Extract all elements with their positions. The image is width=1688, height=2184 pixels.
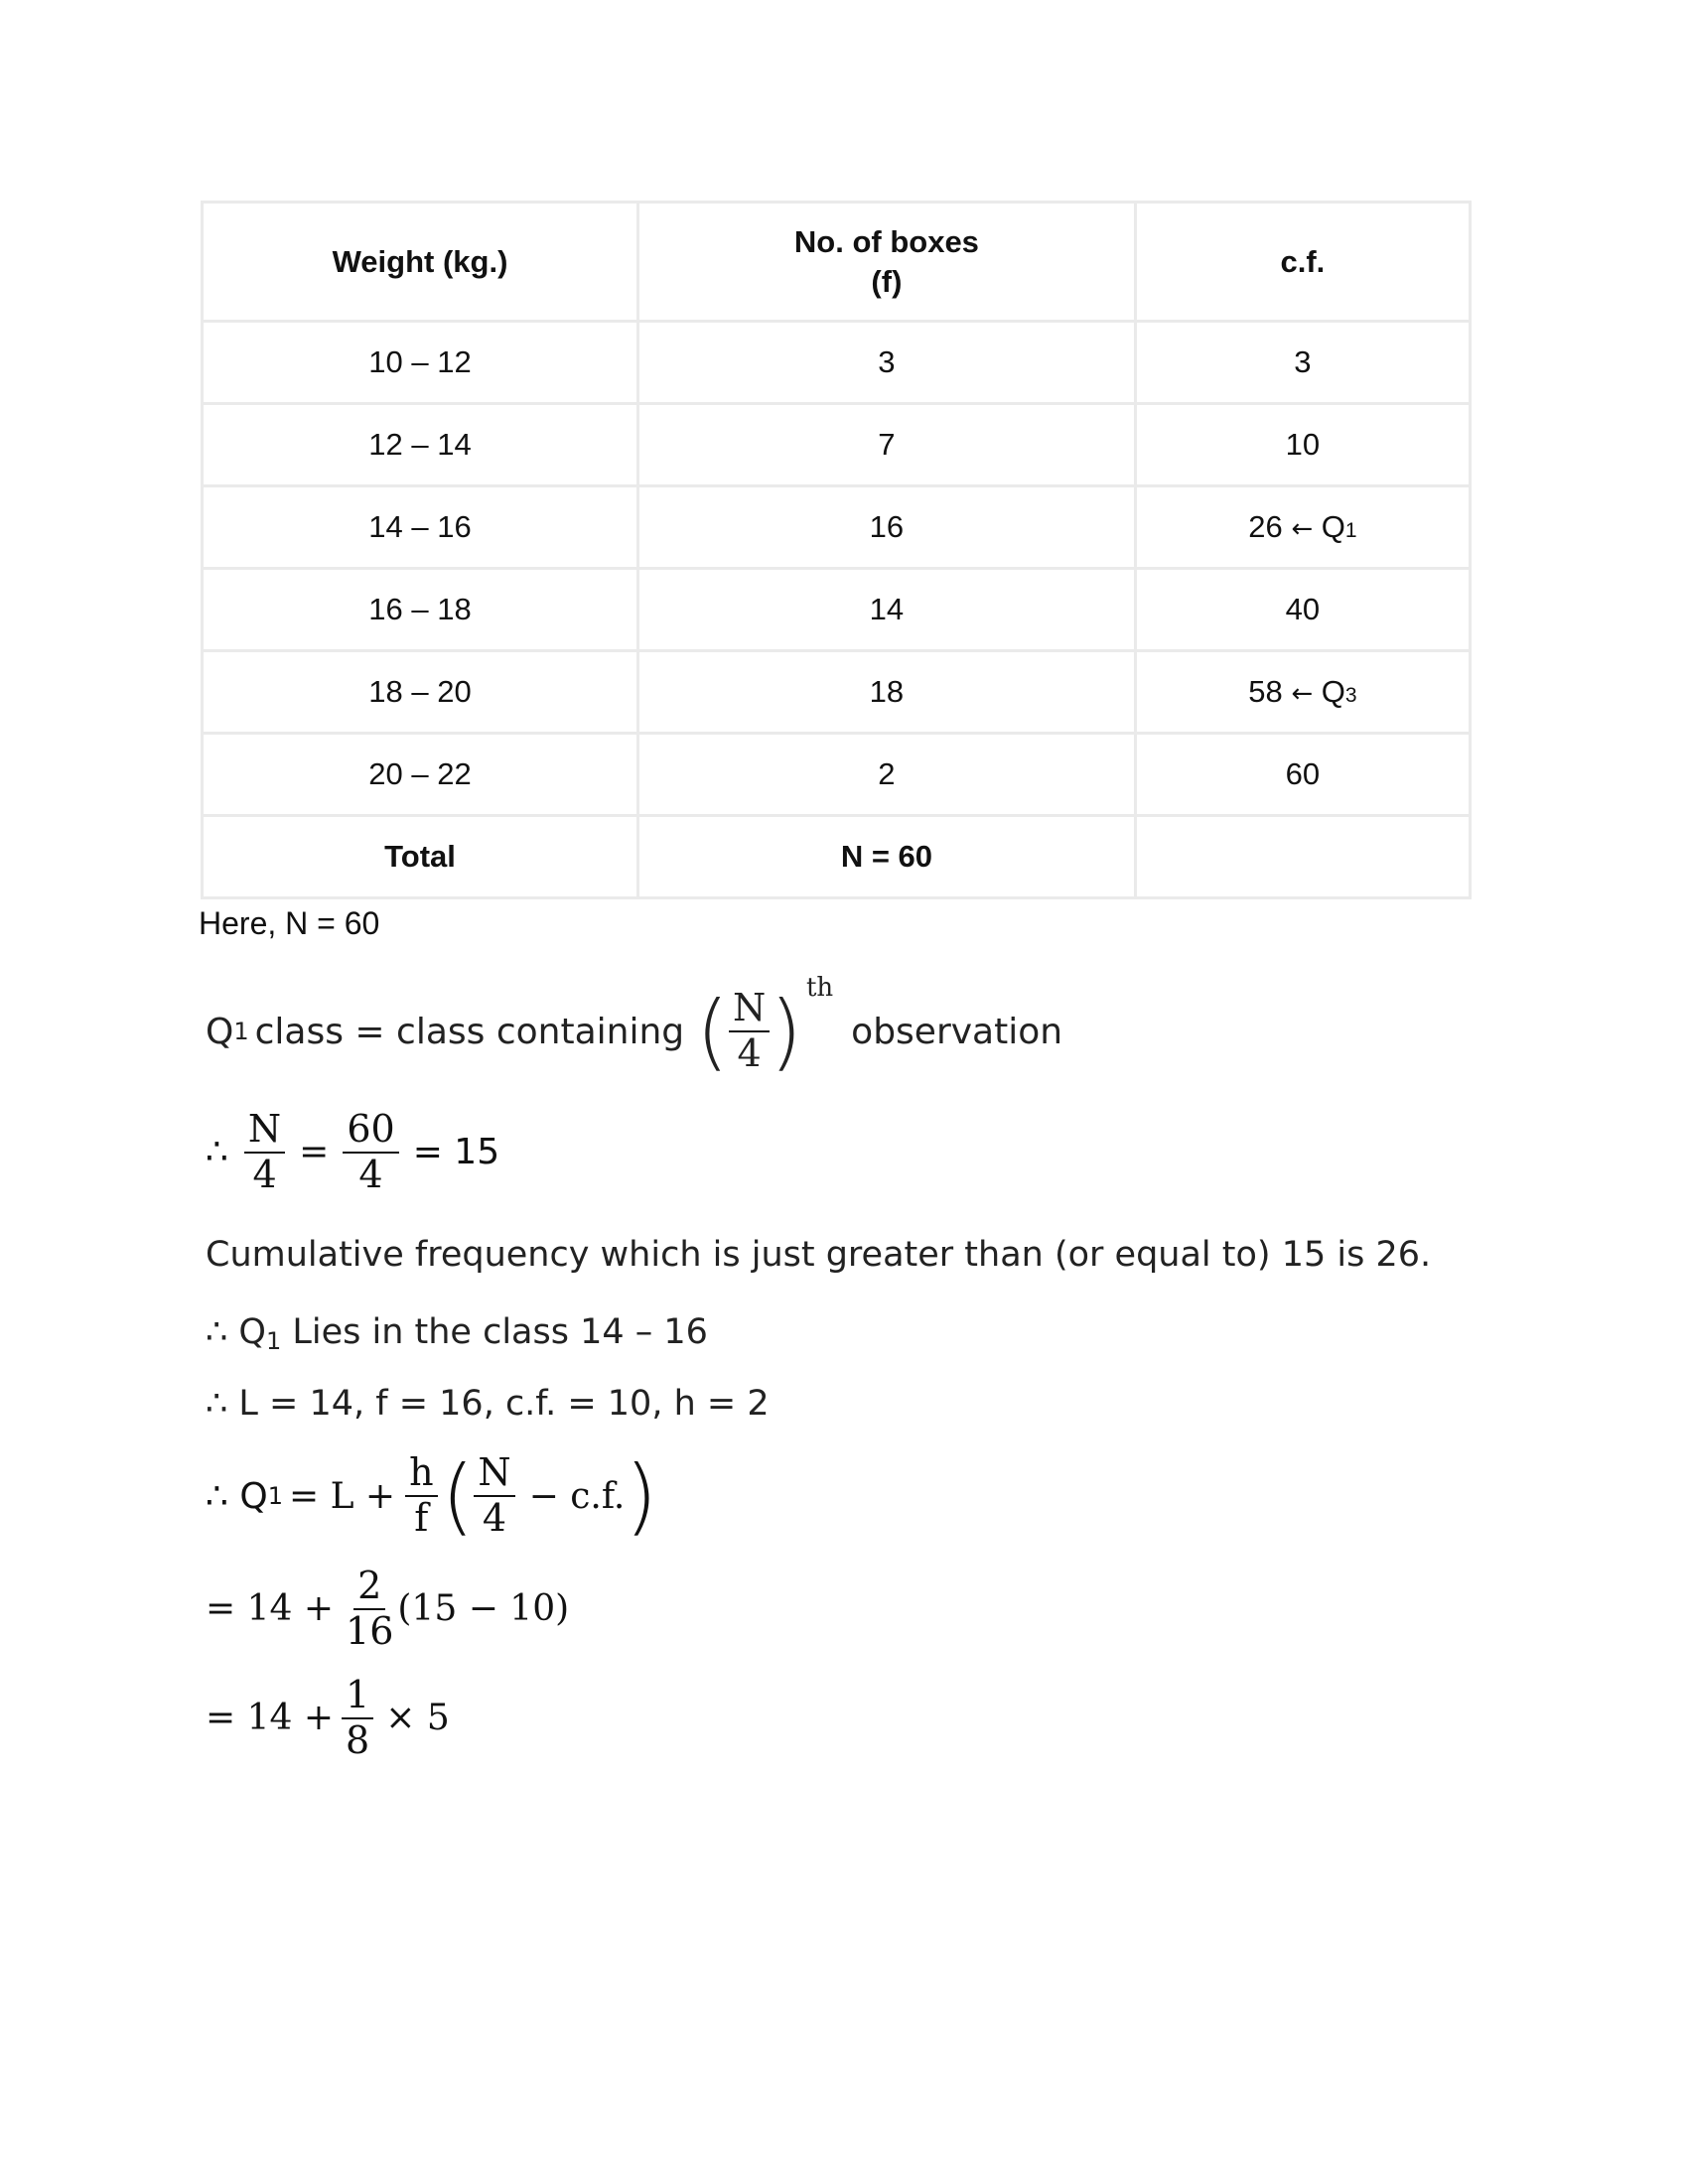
substitution-line bbox=[206, 1564, 570, 1653]
cell-f: 14 bbox=[638, 569, 1136, 651]
table-total-row bbox=[203, 816, 1471, 898]
fraction-n-over-4 bbox=[244, 1107, 285, 1196]
header-weight: Weight (kg.) bbox=[203, 203, 638, 322]
numerator: h bbox=[405, 1453, 437, 1497]
right-paren: ) bbox=[770, 983, 802, 1080]
denominator: f bbox=[414, 1496, 429, 1540]
sub2-prefix: = 14 + bbox=[206, 1698, 335, 1739]
denominator: 4 bbox=[252, 1152, 277, 1196]
table-row bbox=[203, 734, 1471, 816]
frequency-table bbox=[201, 201, 1472, 899]
left-arrow-icon: ← bbox=[1291, 679, 1314, 709]
q1-label: Q bbox=[206, 1011, 234, 1052]
q1-subscript: 1 bbox=[267, 1482, 283, 1510]
denominator: 4 bbox=[737, 1031, 762, 1075]
table-row bbox=[203, 651, 1471, 734]
left-paren: ( bbox=[696, 983, 729, 1080]
n-over-4-line bbox=[206, 1107, 500, 1196]
quartile-label: Q bbox=[1321, 509, 1345, 544]
denominator: 8 bbox=[346, 1717, 370, 1762]
cell-total-label: Total bbox=[203, 816, 638, 898]
equals-sign: = bbox=[299, 1132, 330, 1173]
numerator: N bbox=[244, 1110, 285, 1154]
quartile-subscript: 3 bbox=[1344, 684, 1357, 707]
cell-f: 18 bbox=[638, 651, 1136, 734]
formula-prefix: ∴ Q bbox=[206, 1475, 268, 1517]
fraction-1-over-8 bbox=[342, 1673, 373, 1762]
numerator: 1 bbox=[342, 1676, 373, 1719]
cell-f: 16 bbox=[638, 486, 1136, 569]
cell-weight: 16 – 18 bbox=[203, 569, 638, 651]
cell-weight: 12 – 14 bbox=[203, 404, 638, 486]
q1-class-text: class = class containing bbox=[254, 1011, 685, 1052]
header-boxes-line1: No. of boxes bbox=[793, 223, 979, 259]
fraction-n-over-4 bbox=[729, 986, 770, 1075]
observation-text: observation bbox=[851, 1011, 1063, 1052]
q1-lies-prefix: ∴ Q bbox=[206, 1312, 266, 1352]
cell-cf: 3 bbox=[1135, 322, 1470, 404]
cell-cf bbox=[1135, 486, 1470, 569]
denominator: 4 bbox=[482, 1496, 507, 1540]
cell-f: 2 bbox=[638, 734, 1136, 816]
here-line: Here, N = 60 bbox=[199, 905, 380, 941]
q1-subscript: 1 bbox=[233, 1018, 249, 1045]
q1-formula-line bbox=[206, 1447, 657, 1545]
th-superscript: th bbox=[805, 973, 834, 1003]
values-line: ∴ L = 14, f = 16, c.f. = 10, h = 2 bbox=[206, 1384, 770, 1424]
quartile-label: Q bbox=[1321, 674, 1345, 709]
header-boxes-line2: (f) bbox=[871, 263, 903, 299]
denominator: 4 bbox=[358, 1152, 383, 1196]
cell-weight: 20 – 22 bbox=[203, 734, 638, 816]
table-row bbox=[203, 404, 1471, 486]
q1-lies-text: Lies in the class 14 – 16 bbox=[281, 1312, 708, 1352]
cell-cf: 60 bbox=[1135, 734, 1470, 816]
quartile-subscript: 1 bbox=[1344, 519, 1357, 542]
table-header-row bbox=[203, 203, 1471, 322]
fraction-2-over-16 bbox=[342, 1564, 397, 1653]
table-row bbox=[203, 569, 1471, 651]
formula-l-plus: = L + bbox=[288, 1475, 396, 1517]
cell-weight: 14 – 16 bbox=[203, 486, 638, 569]
simplification-line bbox=[206, 1673, 450, 1762]
right-paren: ) bbox=[625, 1447, 658, 1545]
cell-cf: 10 bbox=[1135, 404, 1470, 486]
header-boxes bbox=[638, 203, 1136, 322]
cell-f: 3 bbox=[638, 322, 1136, 404]
cell-f: 7 bbox=[638, 404, 1136, 486]
header-cf: c.f. bbox=[1135, 203, 1470, 322]
cumulative-frequency-line: Cumulative frequency which is just greater than (or equal to) 15 is 26. bbox=[206, 1235, 1432, 1275]
fraction-n-over-4 bbox=[474, 1450, 514, 1540]
minus-cf: − c.f. bbox=[528, 1475, 626, 1517]
cell-weight: 18 – 20 bbox=[203, 651, 638, 734]
q1-lies-line bbox=[206, 1312, 708, 1355]
fraction-60-over-4 bbox=[343, 1107, 398, 1196]
denominator: 16 bbox=[346, 1608, 394, 1653]
numerator: N bbox=[729, 989, 770, 1032]
left-paren: ( bbox=[441, 1447, 475, 1545]
cell-weight: 10 – 12 bbox=[203, 322, 638, 404]
q1-class-line bbox=[206, 973, 1063, 1080]
cell-total-cf bbox=[1135, 816, 1470, 898]
cell-cf: 40 bbox=[1135, 569, 1470, 651]
table-row bbox=[203, 322, 1471, 404]
fraction-h-over-f bbox=[405, 1450, 437, 1540]
cell-cf bbox=[1135, 651, 1470, 734]
table-row bbox=[203, 486, 1471, 569]
cf-value: 58 bbox=[1248, 674, 1283, 709]
numerator: N bbox=[474, 1453, 514, 1497]
sub1-parenthetical: (15 − 10) bbox=[397, 1588, 570, 1630]
numerator: 60 bbox=[343, 1110, 398, 1154]
result-15: = 15 bbox=[412, 1132, 500, 1173]
q1-subscript: 1 bbox=[265, 1327, 282, 1355]
left-arrow-icon: ← bbox=[1291, 514, 1314, 544]
cf-value: 26 bbox=[1248, 509, 1283, 544]
numerator: 2 bbox=[353, 1567, 385, 1610]
sub2-times-5: × 5 bbox=[385, 1698, 450, 1739]
sub1-prefix: = 14 + bbox=[206, 1588, 335, 1630]
therefore-symbol: ∴ bbox=[206, 1132, 228, 1173]
cell-total-f: N = 60 bbox=[638, 816, 1136, 898]
